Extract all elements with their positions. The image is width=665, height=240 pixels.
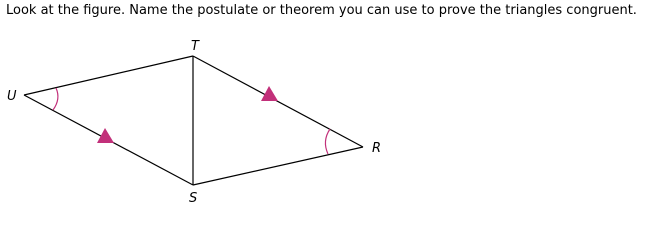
angle-arc-r — [325, 129, 330, 154]
question-text: Look at the figure. Name the postulate or theorem you can use to prove the triangles congruent. — [6, 3, 637, 18]
angle-arc-u — [53, 88, 58, 110]
segment-tr — [193, 56, 363, 147]
segment-ut — [24, 56, 193, 95]
segment-rs — [193, 147, 363, 185]
vertex-label-s: S — [189, 191, 198, 206]
vertex-label-r: R — [372, 141, 382, 156]
vertex-label-u: U — [7, 89, 17, 104]
vertex-label-t: T — [191, 39, 199, 54]
